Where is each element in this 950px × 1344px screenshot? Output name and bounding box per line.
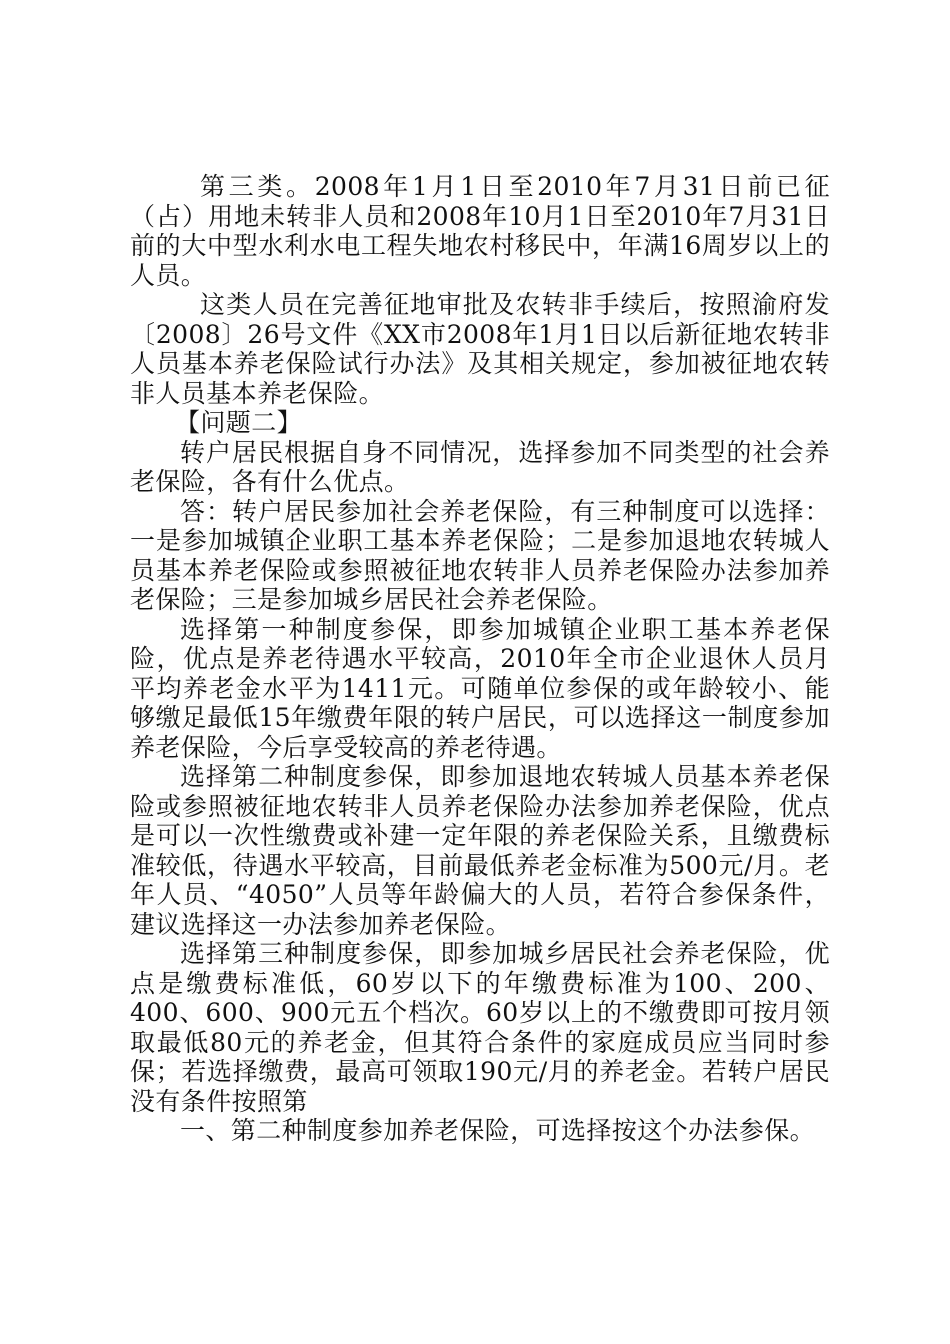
paragraph-category-three: 第三类。2008年1月1日至2010年7月31日前已征（占）用地未转非人员和2008年10月1日至2010年7月31日前的大中型水利水电工程失地农村移民中，年满16周岁以上的人员。 <box>130 172 830 290</box>
option-one-paragraph: 选择第一种制度参保，即参加城镇企业职工基本养老保险，优点是养老待遇水平较高，2010年全市企业退休人员月平均养老金水平为1411元。可随单位参保的或年龄较小、能够缴足最低15年缴费年限的转户居民，可以选择这一制度参加养老保险，今后享受较高的养老待遇。 <box>130 614 830 762</box>
document-page <box>130 172 830 1146</box>
closing-paragraph: 一、第二种制度参加养老保险，可选择按这个办法参保。 <box>180 1116 816 1145</box>
option-three-paragraph: 选择第三种制度参保，即参加城乡居民社会养老保险，优点是缴费标准低，60岁以下的年缴费标准为100、200、400、600、900元五个档次。60岁以上的不缴费即可按月领取最低80元的养老金，但其符合条件的家庭成员应当同时参保；若选择缴费，最高可领取190元/月的养老金。若转户居民没有条件按照第 <box>130 939 830 1116</box>
answer-paragraph: 答：转户居民参加社会养老保险，有三种制度可以选择：一是参加城镇企业职工基本养老保险；二是参加退地农转城人员基本养老保险或参照被征地农转非人员养老保险办法参加养老保险；三是参加城乡居民社会养老保险。 <box>130 496 830 614</box>
paragraph-category-three-policy: 这类人员在完善征地审批及农转非手续后，按照渝府发〔2008〕26号文件《XX市2008年1月1日以后新征地农转非人员基本养老保险试行办法》及其相关规定，参加被征地农转非人员基本养老保险。 <box>130 290 830 408</box>
question-two-text: 转户居民根据自身不同情况，选择参加不同类型的社会养老保险，各有什么优点。 <box>130 437 830 496</box>
question-two-heading: 【问题二】 <box>175 408 303 437</box>
option-two-paragraph: 选择第二种制度参保，即参加退地农转城人员基本养老保险或参照被征地农转非人员养老保险办法参加养老保险，优点是可以一次性缴费或补建一定年限的养老保险关系，且缴费标准较低，待遇水平较高，目前最低养老金标准为500元/月。老年人员、“4050”人员等年龄偏大的人员，若符合参保条件，建议选择这一办法参加养老保险。 <box>130 762 830 939</box>
